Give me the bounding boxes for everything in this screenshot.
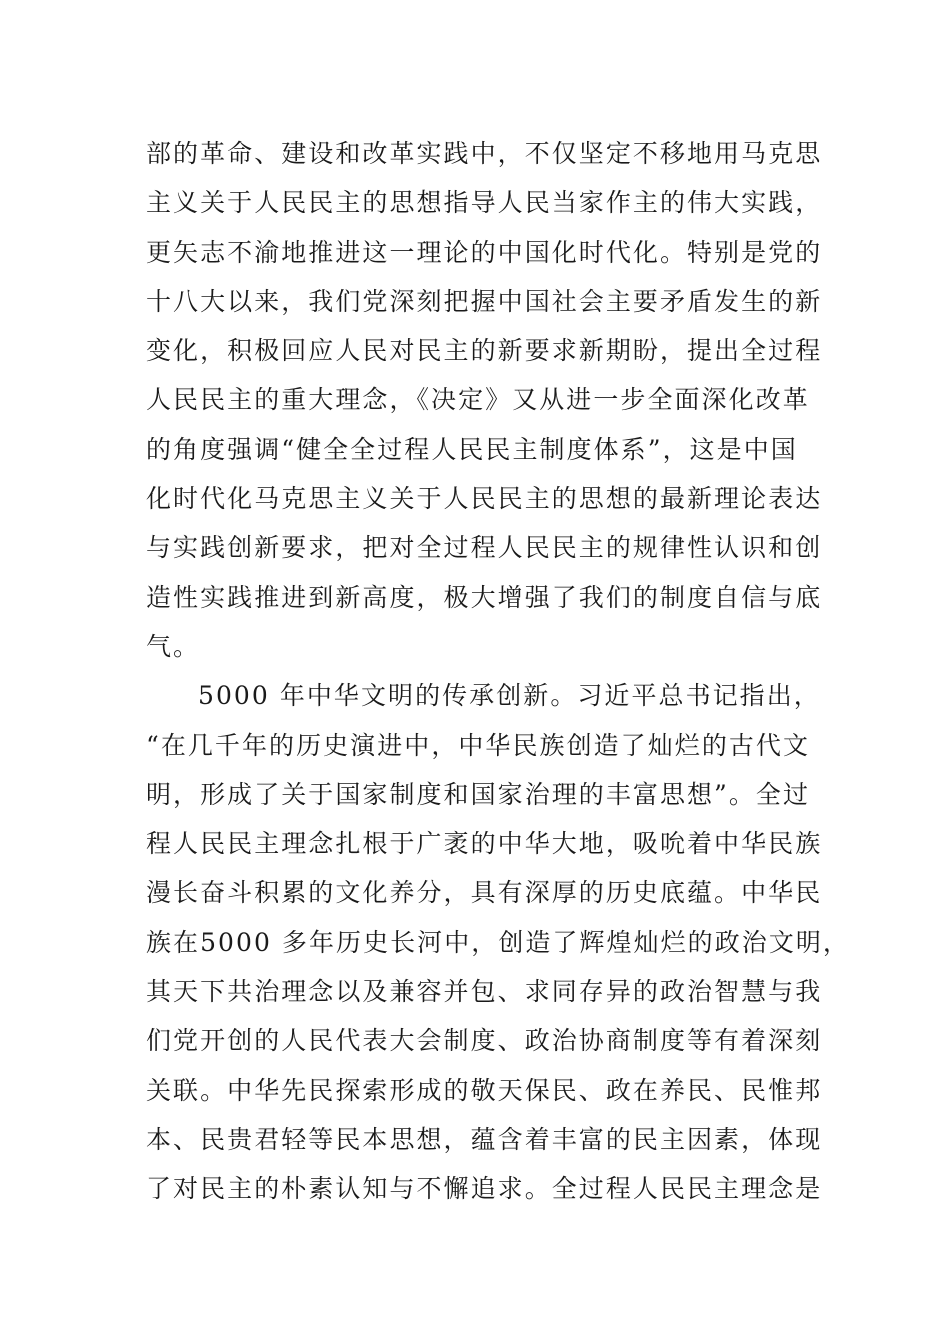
text-line: 明，形成了关于国家制度和国家治理的丰富思想”。全过 — [146, 779, 811, 809]
text-line: 部的革命、建设和改革实践中，不仅坚定不移地用马克思 — [146, 139, 823, 168]
body-text — [146, 129, 850, 1214]
text-line: 族在5000 多年历史长河中，创造了辉煌灿烂的政治文明， — [146, 927, 850, 957]
text-line: 了对民主的朴素认知与不懈追求。全过程人民民主理念是 — [146, 1174, 823, 1204]
text-line: 关联。中华先民探索形成的敬天保民、政在养民、民惟邦 — [146, 1075, 823, 1105]
text-line: 主义关于人民民主的思想指导人民当家作主的伟大实践， — [146, 188, 823, 218]
text-line: 更矢志不渝地推进这一理论的中国化时代化。特别是党的 — [146, 237, 823, 267]
text-line: 气。 — [146, 631, 201, 661]
text-line: 变化，积极回应人民对民主的新要求新期盼，提出全过程 — [146, 336, 823, 366]
text-line: 漫长奋斗积累的文化养分，具有深厚的历史底蕴。中华民 — [146, 878, 823, 908]
text-line: 与实践创新要求，把对全过程人民民主的规律性认识和创 — [146, 533, 823, 563]
paragraph-1 — [146, 129, 823, 671]
text-line: 十八大以来，我们党深刻把握中国社会主要矛盾发生的新 — [146, 286, 823, 316]
text-line: 本、民贵君轻等民本思想，蕴含着丰富的民主因素，体现 — [146, 1124, 823, 1154]
paragraph-2 — [146, 671, 850, 1213]
text-line: 造性实践推进到新高度，极大增强了我们的制度自信与底 — [146, 582, 823, 612]
text-line: “在几千年的历史演进中，中华民族创造了灿烂的古代文 — [146, 730, 811, 760]
text-line: 其天下共治理念以及兼容并包、求同存异的政治智慧与我 — [146, 977, 823, 1007]
text-line: 化时代化马克思主义关于人民民主的思想的最新理论表达 — [146, 484, 823, 514]
text-line: 人民民主的重大理念，《决定》又从进一步全面深化改革 — [146, 385, 810, 415]
text-line-indented: 5000 年中华文明的传承创新。习近平总书记指出， — [198, 681, 821, 711]
text-line: 程人民民主理念扎根于广袤的中华大地，吸吮着中华民族 — [146, 829, 823, 859]
text-line: 们党开创的人民代表大会制度、政治协商制度等有着深刻 — [146, 1026, 823, 1056]
text-line: 的角度强调“健全全过程人民民主制度体系”，这是中国 — [146, 434, 798, 464]
